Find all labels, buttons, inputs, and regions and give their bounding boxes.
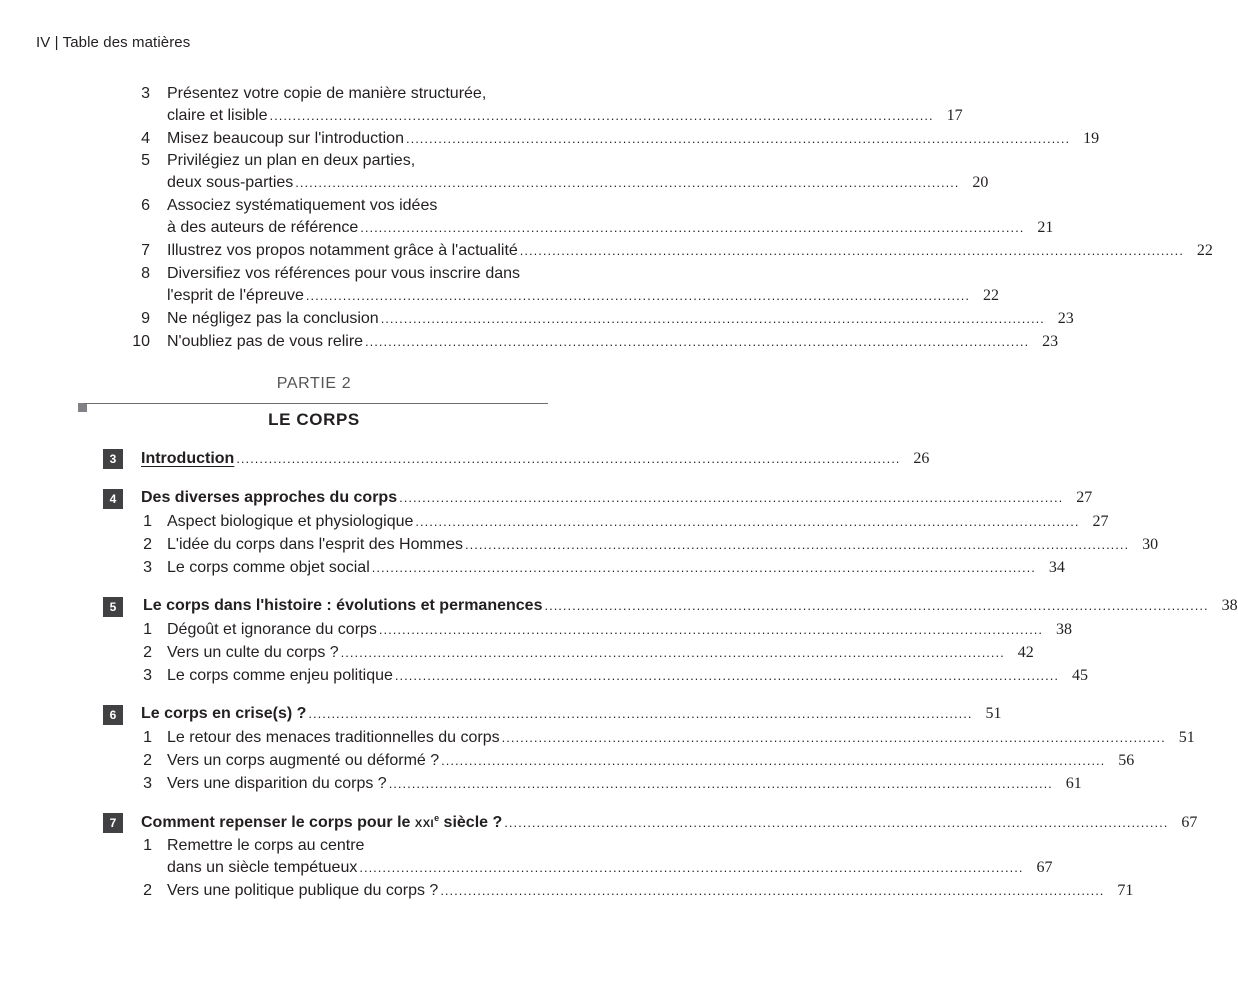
toc-item-text: claire et lisible xyxy=(167,107,268,124)
page-number: 17 xyxy=(946,107,963,124)
chapter-number-box: 3 xyxy=(103,449,123,469)
section-entry[interactable] xyxy=(167,729,1195,747)
section-title: Vers un culte du corps ? xyxy=(167,644,339,661)
toc-item-text: N'oubliez pas de vous relire xyxy=(167,333,364,350)
page-number: 23 xyxy=(1057,310,1074,327)
section-entry[interactable] xyxy=(167,559,1065,577)
leader-dots: ................................................................................................................................................ xyxy=(504,815,1169,830)
leader-dots: ................................................................................................................................................ xyxy=(295,175,960,190)
section-title: Remettre le corps au centre xyxy=(167,837,365,854)
toc-item-number: 8 xyxy=(141,265,150,282)
chapter-entry[interactable] xyxy=(141,450,930,468)
page-number: 23 xyxy=(1042,333,1059,350)
leader-dots: ................................................................................................................................................ xyxy=(519,243,1184,258)
toc-entry[interactable] xyxy=(167,174,989,192)
page-number: 20 xyxy=(972,174,989,191)
page-number: 51 xyxy=(985,705,1002,722)
page-number: 61 xyxy=(1065,775,1082,792)
chapter-number-box: 6 xyxy=(103,705,123,725)
leader-dots: ................................................................................................................................................ xyxy=(305,288,970,303)
section-number: 2 xyxy=(143,752,152,769)
section-entry[interactable] xyxy=(167,644,1034,662)
chapter-number-box: 7 xyxy=(103,813,123,833)
chapter-entry[interactable] xyxy=(141,813,1198,832)
section-entry[interactable] xyxy=(167,882,1134,900)
section-number: 1 xyxy=(143,621,152,638)
leader-dots: ................................................................................................................................................ xyxy=(394,668,1060,683)
section-title: Vers une disparition du corps ? xyxy=(167,775,387,792)
page-number: 67 xyxy=(1181,814,1198,831)
chapter-title: Le corps dans l'histoire : évolutions et permanences xyxy=(143,597,543,614)
section-number: 3 xyxy=(143,667,152,684)
toc-entry[interactable] xyxy=(167,219,1054,237)
century-numeral: XXI xyxy=(414,818,435,830)
leader-dots: ................................................................................................................................................ xyxy=(440,883,1105,898)
part-label: PARTIE 2 xyxy=(276,375,352,392)
section-title: Aspect biologique et physiologique xyxy=(167,513,414,530)
chapter-title-part: Comment repenser le corps pour le xyxy=(141,814,415,831)
leader-dots: ................................................................................................................................................ xyxy=(269,108,934,123)
page-number: 38 xyxy=(1221,597,1238,614)
toc-item-text: Illustrez vos propos notamment grâce à l'actualité xyxy=(167,242,518,259)
toc-item-number: 5 xyxy=(141,152,150,169)
leader-dots: ................................................................................................................................................ xyxy=(465,537,1130,552)
leader-dots: ................................................................................................................................................ xyxy=(360,220,1025,235)
page-number: 67 xyxy=(1036,859,1053,876)
section-title: Le retour des menaces traditionnelles du corps xyxy=(167,729,500,746)
section-title: L'idée du corps dans l'esprit des Hommes xyxy=(167,536,464,553)
toc-item-text: Misez beaucoup sur l'introduction xyxy=(167,130,404,147)
section-number: 2 xyxy=(143,644,152,661)
leader-dots: ................................................................................................................................................ xyxy=(380,311,1045,326)
section-number: 3 xyxy=(143,775,152,792)
page-number: 71 xyxy=(1117,882,1134,899)
section-entry[interactable] xyxy=(167,536,1159,554)
toc-item-number: 4 xyxy=(141,130,150,147)
leader-dots: ................................................................................................................................................ xyxy=(340,645,1005,660)
toc-item-text: à des auteurs de référence xyxy=(167,219,359,236)
toc-entry[interactable] xyxy=(167,107,963,125)
section-title: Le corps comme objet social xyxy=(167,559,370,576)
page-number: 21 xyxy=(1037,219,1054,236)
page-number: 27 xyxy=(1092,513,1109,530)
page-number: 19 xyxy=(1083,130,1100,147)
leader-dots: ................................................................................................................................................ xyxy=(378,622,1044,637)
toc-entry[interactable] xyxy=(167,287,999,305)
section-title: Dégoût et ignorance du corps xyxy=(167,621,377,638)
toc-item-text: Associez systématiquement vos idées xyxy=(167,197,438,214)
section-title: Le corps comme enjeu politique xyxy=(167,667,393,684)
chapter-number-box: 4 xyxy=(103,489,123,509)
page-number: 30 xyxy=(1142,536,1159,553)
section-number: 2 xyxy=(143,536,152,553)
toc-item-number: 10 xyxy=(132,333,150,350)
section-number: 1 xyxy=(143,513,152,530)
toc-item-text: Diversifiez vos références pour vous inscrire dans xyxy=(167,265,521,282)
toc-item-text: Présentez votre copie de manière structurée, xyxy=(167,85,487,102)
section-number: 2 xyxy=(143,882,152,899)
leader-dots: ................................................................................................................................................ xyxy=(415,514,1080,529)
toc-item-number: 6 xyxy=(141,197,150,214)
page-number: 34 xyxy=(1048,559,1065,576)
section-entry[interactable] xyxy=(167,621,1073,639)
leader-dots: ................................................................................................................................................ xyxy=(308,706,973,721)
page-number: 45 xyxy=(1072,667,1089,684)
leader-dots: ................................................................................................................................................ xyxy=(405,131,1071,146)
toc-entry[interactable] xyxy=(167,130,1100,148)
section-entry[interactable] xyxy=(167,775,1082,793)
leader-dots: ................................................................................................................................................ xyxy=(544,598,1209,613)
page-number: 56 xyxy=(1118,752,1135,769)
running-head: IV | Table des matières xyxy=(36,34,191,51)
section-title: dans un siècle tempétueux xyxy=(167,859,358,876)
toc-entry[interactable] xyxy=(167,333,1059,351)
section-title: Vers un corps augmenté ou déformé ? xyxy=(167,752,440,769)
page-number: 42 xyxy=(1017,644,1034,661)
superscript: e xyxy=(434,813,440,823)
section-number: 3 xyxy=(143,559,152,576)
toc-item-text: Ne négligez pas la conclusion xyxy=(167,310,379,327)
chapter-title: Le corps en crise(s) ? xyxy=(141,705,307,722)
section-number: 1 xyxy=(143,729,152,746)
part-divider xyxy=(84,403,548,404)
toc-item-text: l'esprit de l'épreuve xyxy=(167,287,304,304)
page-number: 38 xyxy=(1056,621,1073,638)
chapter-title: Des diverses approches du corps xyxy=(141,489,398,506)
chapter-title: Introduction xyxy=(141,450,235,467)
leader-dots: ................................................................................................................................................ xyxy=(236,451,901,466)
page-number: 27 xyxy=(1076,489,1093,506)
toc-entry[interactable] xyxy=(167,310,1074,328)
leader-dots: ................................................................................................................................................ xyxy=(501,730,1166,745)
section-entry[interactable] xyxy=(167,859,1053,877)
toc-item-number: 3 xyxy=(141,85,150,102)
page-number: 22 xyxy=(1196,242,1213,259)
chapter-title xyxy=(141,813,502,832)
toc-item-number: 9 xyxy=(141,310,150,327)
leader-dots: ................................................................................................................................................ xyxy=(441,753,1106,768)
chapter-entry[interactable] xyxy=(141,705,1002,723)
chapter-entry[interactable] xyxy=(141,489,1093,507)
toc-entry[interactable] xyxy=(167,242,1213,260)
section-entry[interactable] xyxy=(167,667,1089,685)
page-number: 26 xyxy=(913,450,930,467)
part-title: LE CORPS xyxy=(268,410,360,429)
toc-item-number: 7 xyxy=(141,242,150,259)
section-title: Vers une politique publique du corps ? xyxy=(167,882,439,899)
chapter-number-box: 5 xyxy=(103,597,123,617)
section-entry[interactable] xyxy=(167,752,1135,770)
chapter-entry[interactable] xyxy=(143,597,1238,615)
leader-dots: ................................................................................................................................................ xyxy=(399,490,1064,505)
chapter-title-part: siècle ? xyxy=(439,814,503,831)
leader-dots: ................................................................................................................................................ xyxy=(371,560,1036,575)
section-number: 1 xyxy=(143,837,152,854)
page-number: 51 xyxy=(1178,729,1195,746)
leader-dots: ................................................................................................................................................ xyxy=(388,776,1053,791)
leader-dots: ................................................................................................................................................ xyxy=(365,334,1030,349)
leader-dots: ................................................................................................................................................ xyxy=(359,860,1024,875)
toc-item-text: Privilégiez un plan en deux parties, xyxy=(167,152,416,169)
toc-item-text: deux sous-parties xyxy=(167,174,294,191)
page-number: 22 xyxy=(982,287,999,304)
section-entry[interactable] xyxy=(167,513,1109,531)
